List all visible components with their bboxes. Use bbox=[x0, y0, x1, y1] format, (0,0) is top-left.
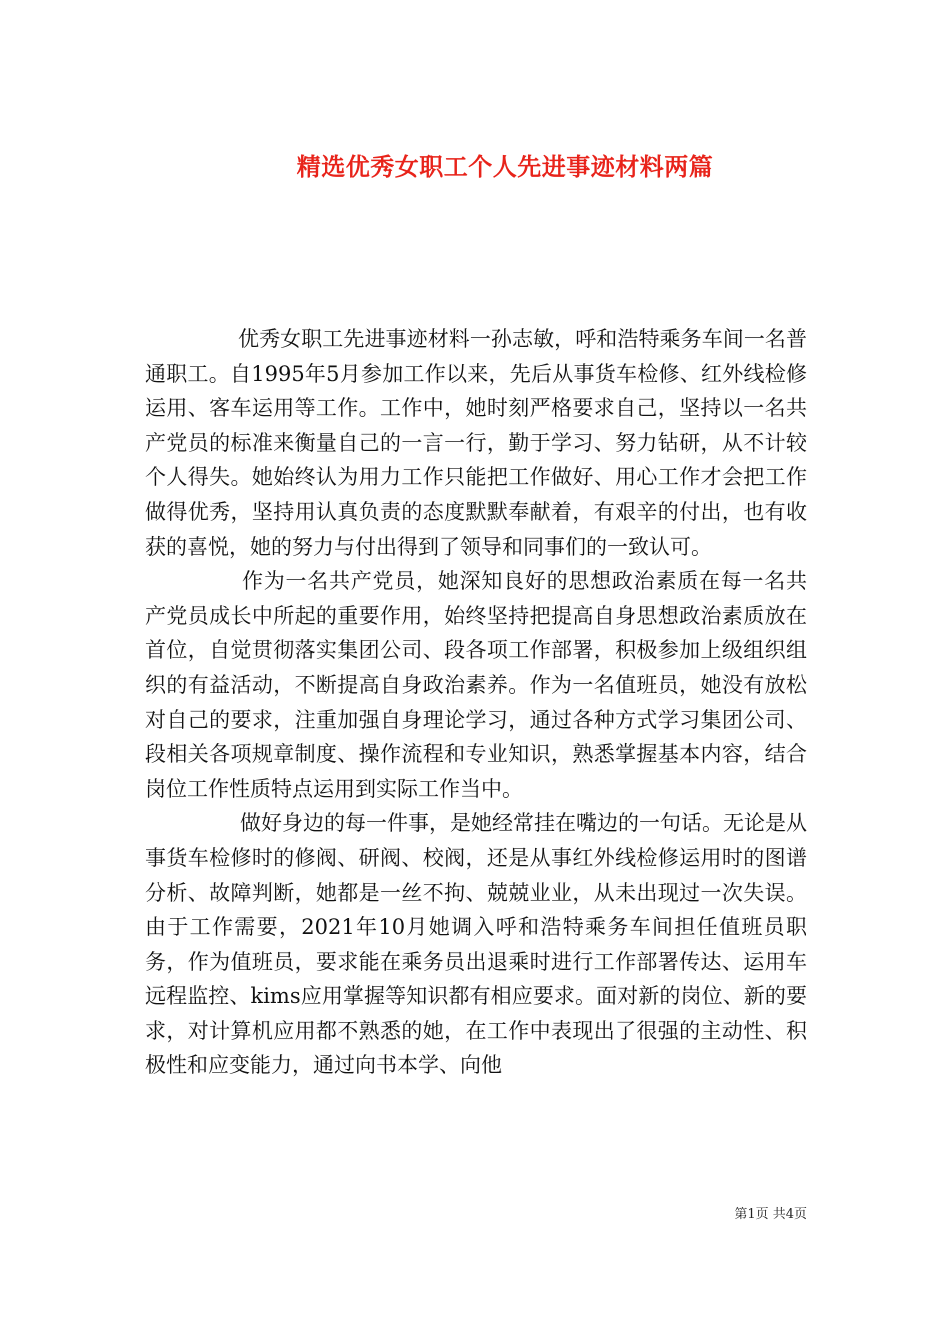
document-body bbox=[145, 322, 807, 1083]
page-number-footer: 第1页 共4页 bbox=[734, 1207, 807, 1222]
document-title: 精选优秀女职工个人先进事迹材料两篇 bbox=[296, 153, 714, 182]
paragraph-2: 作为一名共产党员，她深知良好的思想政治素质在每一名共产党员成长中所起的重要作用，始终坚持把提高自身思想政治素质放在首位，自觉贯彻落实集团公司、段各项工作部署，积极参加上级组织组织的有益活动，不断提高自身政治素养。作为一名值班员，她没有放松对自己的要求，注重加强自身理论学习，通过各种方式学习集团公司、段相关各项规章制度、操作流程和专业知识，熟悉掌握基本内容，结合岗位工作性质特点运用到实际工作当中。 bbox=[145, 569, 807, 801]
paragraph-3: 做好身边的每一件事，是她经常挂在嘴边的一句话。无论是从事货车检修时的修阀、研阀、校阀，还是从事红外线检修运用时的图谱分析、故障判断，她都是一丝不拘、兢兢业业，从未出现过一次失误。由于工作需要，2021年10月她调入呼和浩特乘务车间担任值班员职务，作为值班员，要求能在乘务员出退乘时进行工作部署传达、运用车远程监控、kims应用掌握等知识都有相应要求。面对新的岗位、新的要求，对计算机应用都不熟悉的她，在工作中表现出了很强的主动性、积极性和应变能力，通过向书本学、向他 bbox=[145, 811, 807, 1078]
paragraph-1: 优秀女职工先进事迹材料一孙志敏，呼和浩特乘务车间一名普通职工。自1995年5月参加工作以来，先后从事货车检修、红外线检修运用、客车运用等工作。工作中，她时刻严格要求自己，坚持以一名共产党员的标准来衡量自己的一言一行，勤于学习、努力钻研，从不计较个人得失。她始终认为用力工作只能把工作做好、用心工作才会把工作做得优秀，坚持用认真负责的态度默默奉献着，有艰辛的付出，也有收获的喜悦，她的努力与付出得到了领导和同事们的一致认可。 bbox=[145, 327, 807, 559]
